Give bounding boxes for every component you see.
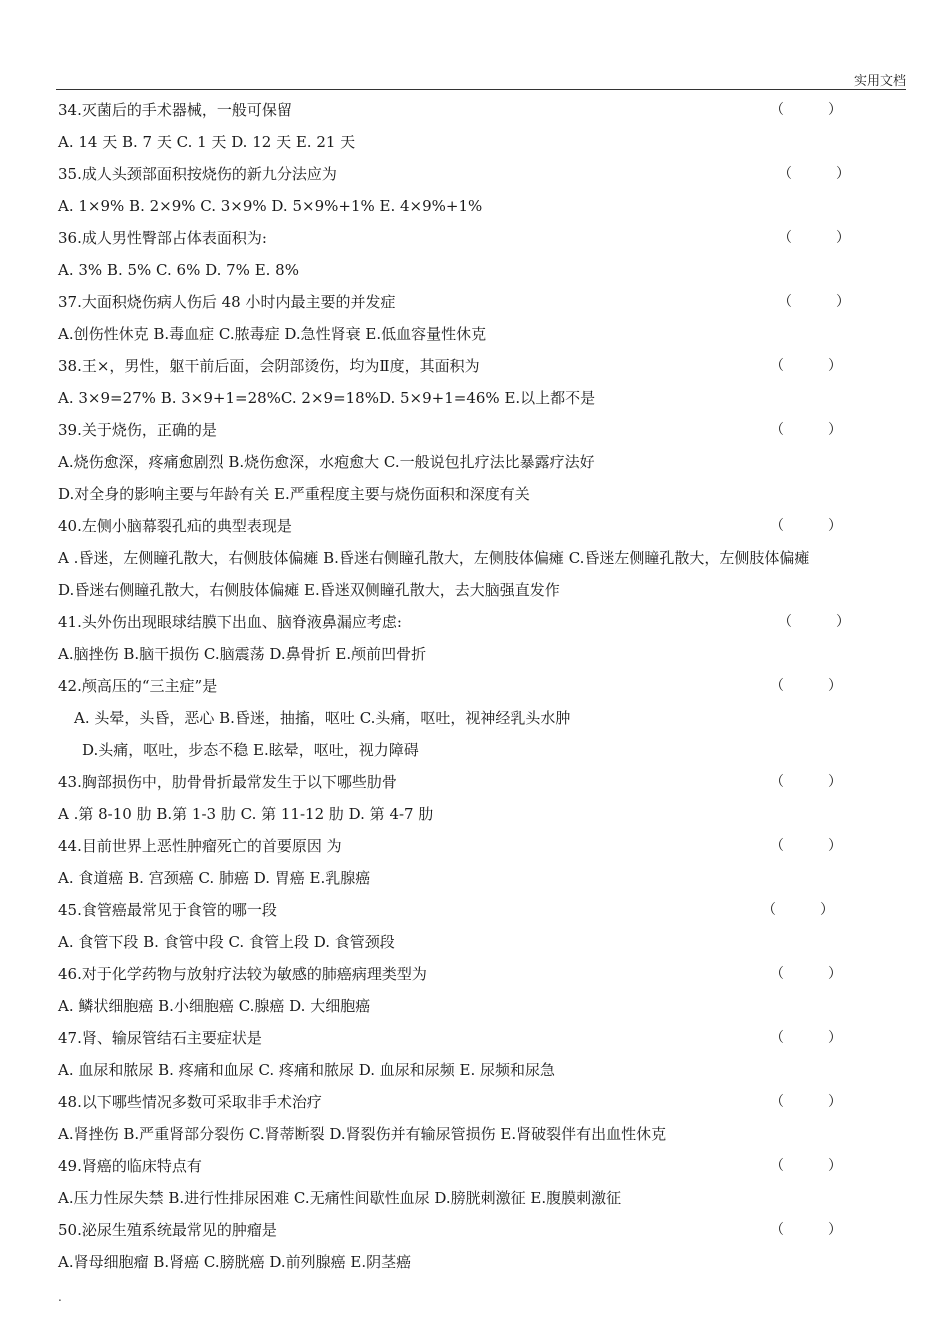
answer-blank-open: （	[778, 614, 792, 630]
options-text: A.脑挫伤 B.脑干损伤 C.脑震荡 D.鼻骨折 E.颅前凹骨折	[58, 645, 427, 663]
question-text: 49.肾癌的临床特点有	[58, 1157, 202, 1175]
answer-blank-open: （	[778, 166, 792, 182]
options-line	[58, 702, 908, 734]
question-line	[58, 286, 908, 318]
question-text: 38.王×，男性，躯干前后面，会阴部烫伤，均为Ⅱ度，其面积为	[58, 357, 480, 375]
answer-blank	[770, 1022, 842, 1054]
options-line	[58, 126, 908, 158]
options-text: A. 鳞状细胞癌 B.小细胞癌 C.腺癌 D. 大细胞癌	[58, 997, 371, 1015]
answer-blank-close: ）	[836, 294, 850, 310]
answer-blank	[770, 1214, 842, 1246]
question-line	[58, 350, 908, 382]
answer-blank	[770, 1086, 842, 1118]
answer-blank-close: ）	[828, 518, 842, 534]
question-text: 42.颅高压的“三主症”是	[58, 677, 218, 695]
answer-blank-close: ）	[836, 614, 850, 630]
answer-blank	[778, 222, 850, 254]
options-line	[58, 382, 908, 414]
answer-blank-open: （	[778, 294, 792, 310]
options-text: A. 3% B. 5% C. 6% D. 7% E. 8%	[58, 261, 299, 279]
question-text: 45.食管癌最常见于食管的哪一段	[58, 901, 277, 919]
answer-blank	[778, 606, 850, 638]
options-text: A.烧伤愈深，疼痛愈剧烈 B.烧伤愈深，水疱愈大 C.一般说包扎疗法比暴露疗法好	[58, 453, 595, 471]
question-text: 40.左侧小脑幕裂孔疝的典型表现是	[58, 517, 292, 535]
answer-blank-close: ）	[828, 1030, 842, 1046]
question-text: 36.成人男性臀部占体表面积为:	[58, 229, 267, 247]
answer-blank-close: ）	[820, 902, 834, 918]
options-line	[58, 446, 908, 478]
question-line	[58, 510, 908, 542]
options-line	[58, 478, 908, 510]
answer-blank-close: ）	[828, 678, 842, 694]
question-text: 41.头外伤出现眼球结膜下出血、脑脊液鼻漏应考虑:	[58, 613, 402, 631]
options-line	[58, 254, 908, 286]
answer-blank-close: ）	[828, 1094, 842, 1110]
options-text: D.对全身的影响主要与年龄有关 E.严重程度主要与烧伤面积和深度有关	[58, 485, 530, 503]
answer-blank-close: ）	[828, 1158, 842, 1174]
options-text: A. 头晕，头昏，恶心 B.昏迷，抽搐，呕吐 C.头痛，呕吐，视神经乳头水肿	[74, 709, 571, 727]
answer-blank-open: （	[770, 966, 784, 982]
answer-blank-close: ）	[828, 774, 842, 790]
question-text: 48.以下哪些情况多数可采取非手术治疗	[58, 1093, 322, 1111]
options-text: A. 1×9% B. 2×9% C. 3×9% D. 5×9%+1% E. 4×9%+1%	[58, 197, 483, 215]
options-text: A. 食管下段 B. 食管中段 C. 食管上段 D. 食管颈段	[58, 933, 395, 951]
question-line	[58, 830, 908, 862]
answer-blank-close: ）	[828, 966, 842, 982]
footer-mark: .	[58, 1290, 62, 1304]
answer-blank	[770, 670, 842, 702]
answer-blank-open: （	[770, 1158, 784, 1174]
options-text: A. 食道癌 B. 宫颈癌 C. 肺癌 D. 胃癌 E.乳腺癌	[58, 869, 371, 887]
question-text: 35.成人头颈部面积按烧伤的新九分法应为	[58, 165, 337, 183]
answer-blank-open: （	[770, 102, 784, 118]
answer-blank-open: （	[770, 1094, 784, 1110]
question-text: 34.灭菌后的手术器械，一般可保留	[58, 101, 292, 119]
answer-blank	[778, 158, 850, 190]
answer-blank	[770, 958, 842, 990]
question-text: 47.肾、输尿管结石主要症状是	[58, 1029, 262, 1047]
answer-blank-open: （	[770, 358, 784, 374]
options-text: D.头痛，呕吐，步态不稳 E.眩晕，呕吐，视力障碍	[82, 741, 419, 759]
answer-blank	[770, 1150, 842, 1182]
options-text: A .第 8-10 肋 B.第 1-3 肋 C. 第 11-12 肋 D. 第 4-7 肋	[58, 805, 434, 823]
answer-blank-close: ）	[828, 102, 842, 118]
question-line	[58, 414, 908, 446]
options-line	[58, 990, 908, 1022]
options-line	[58, 542, 908, 574]
question-text: 44.目前世界上恶性肿瘤死亡的首要原因 为	[58, 837, 342, 855]
answer-blank	[770, 350, 842, 382]
question-text: 50.泌尿生殖系统最常见的肿瘤是	[58, 1221, 277, 1239]
options-text: A. 血尿和脓尿 B. 疼痛和血尿 C. 疼痛和脓尿 D. 血尿和尿频 E. 尿频和尿急	[58, 1061, 555, 1079]
options-line	[58, 734, 908, 766]
answer-blank-close: ）	[828, 838, 842, 854]
options-line	[58, 1182, 908, 1214]
answer-blank-open: （	[770, 678, 784, 694]
answer-blank-open: （	[770, 1030, 784, 1046]
options-text: A.肾母细胞瘤 B.肾癌 C.膀胱癌 D.前列腺癌 E.阴茎癌	[58, 1253, 412, 1271]
answer-blank	[770, 830, 842, 862]
question-list	[58, 94, 908, 1278]
options-text: A. 14 天 B. 7 天 C. 1 天 D. 12 天 E. 21 天	[58, 133, 356, 151]
options-line	[58, 1246, 908, 1278]
question-line	[58, 1022, 908, 1054]
answer-blank-close: ）	[828, 358, 842, 374]
options-line	[58, 1054, 908, 1086]
question-text: 37.大面积烧伤病人伤后 48 小时内最主要的并发症	[58, 293, 396, 311]
answer-blank-close: ）	[828, 1222, 842, 1238]
answer-blank-open: （	[770, 1222, 784, 1238]
question-line	[58, 894, 908, 926]
options-text: A.创伤性休克 B.毒血症 C.脓毒症 D.急性肾衰 E.低血容量性休克	[58, 325, 487, 343]
answer-blank-open: （	[762, 902, 776, 918]
answer-blank	[762, 894, 834, 926]
options-line	[58, 798, 908, 830]
question-line	[58, 1150, 908, 1182]
options-line	[58, 638, 908, 670]
question-text: 46.对于化学药物与放射疗法较为敏感的肺癌病理类型为	[58, 965, 427, 983]
options-line	[58, 574, 908, 606]
options-line	[58, 926, 908, 958]
answer-blank	[778, 286, 850, 318]
answer-blank-open: （	[770, 518, 784, 534]
question-line	[58, 1214, 908, 1246]
question-text: 43.胸部损伤中，肋骨骨折最常发生于以下哪些肋骨	[58, 773, 397, 791]
options-text: A.肾挫伤 B.严重肾部分裂伤 C.肾蒂断裂 D.肾裂伤并有输尿管损伤 E.肾破裂伴有出血性休克	[58, 1125, 667, 1143]
question-line	[58, 222, 908, 254]
answer-blank-close: ）	[836, 166, 850, 182]
question-line	[58, 606, 908, 638]
answer-blank-open: （	[770, 774, 784, 790]
header-divider	[56, 89, 906, 90]
answer-blank	[770, 414, 842, 446]
options-text: A .昏迷，左侧瞳孔散大，右侧肢体偏瘫 B.昏迷右侧瞳孔散大，左侧肢体偏瘫 C.昏迷左侧瞳孔散大，左侧肢体偏瘫	[58, 549, 810, 567]
document-header-label: 实用文档	[853, 74, 906, 89]
options-text: D.昏迷右侧瞳孔散大，右侧肢体偏瘫 E.昏迷双侧瞳孔散大，去大脑强直发作	[58, 581, 560, 599]
answer-blank	[770, 510, 842, 542]
answer-blank-open: （	[770, 838, 784, 854]
answer-blank	[770, 766, 842, 798]
options-text: A.压力性尿失禁 B.进行性排尿困难 C.无痛性间歇性血尿 D.膀胱刺激征 E.腹膜刺激征	[58, 1189, 622, 1207]
question-text: 39.关于烧伤，正确的是	[58, 421, 217, 439]
options-line	[58, 318, 908, 350]
question-line	[58, 1086, 908, 1118]
question-line	[58, 158, 908, 190]
question-line	[58, 94, 908, 126]
answer-blank-close: ）	[836, 230, 850, 246]
options-line	[58, 862, 908, 894]
question-line	[58, 670, 908, 702]
options-line	[58, 1118, 908, 1150]
answer-blank	[770, 94, 842, 126]
answer-blank-open: （	[778, 230, 792, 246]
question-line	[58, 766, 908, 798]
options-text: A. 3×9=27% B. 3×9+1=28%C. 2×9=18%D. 5×9+1=46% E.以上都不是	[58, 389, 596, 407]
question-line	[58, 958, 908, 990]
answer-blank-close: ）	[828, 422, 842, 438]
options-line	[58, 190, 908, 222]
answer-blank-open: （	[770, 422, 784, 438]
